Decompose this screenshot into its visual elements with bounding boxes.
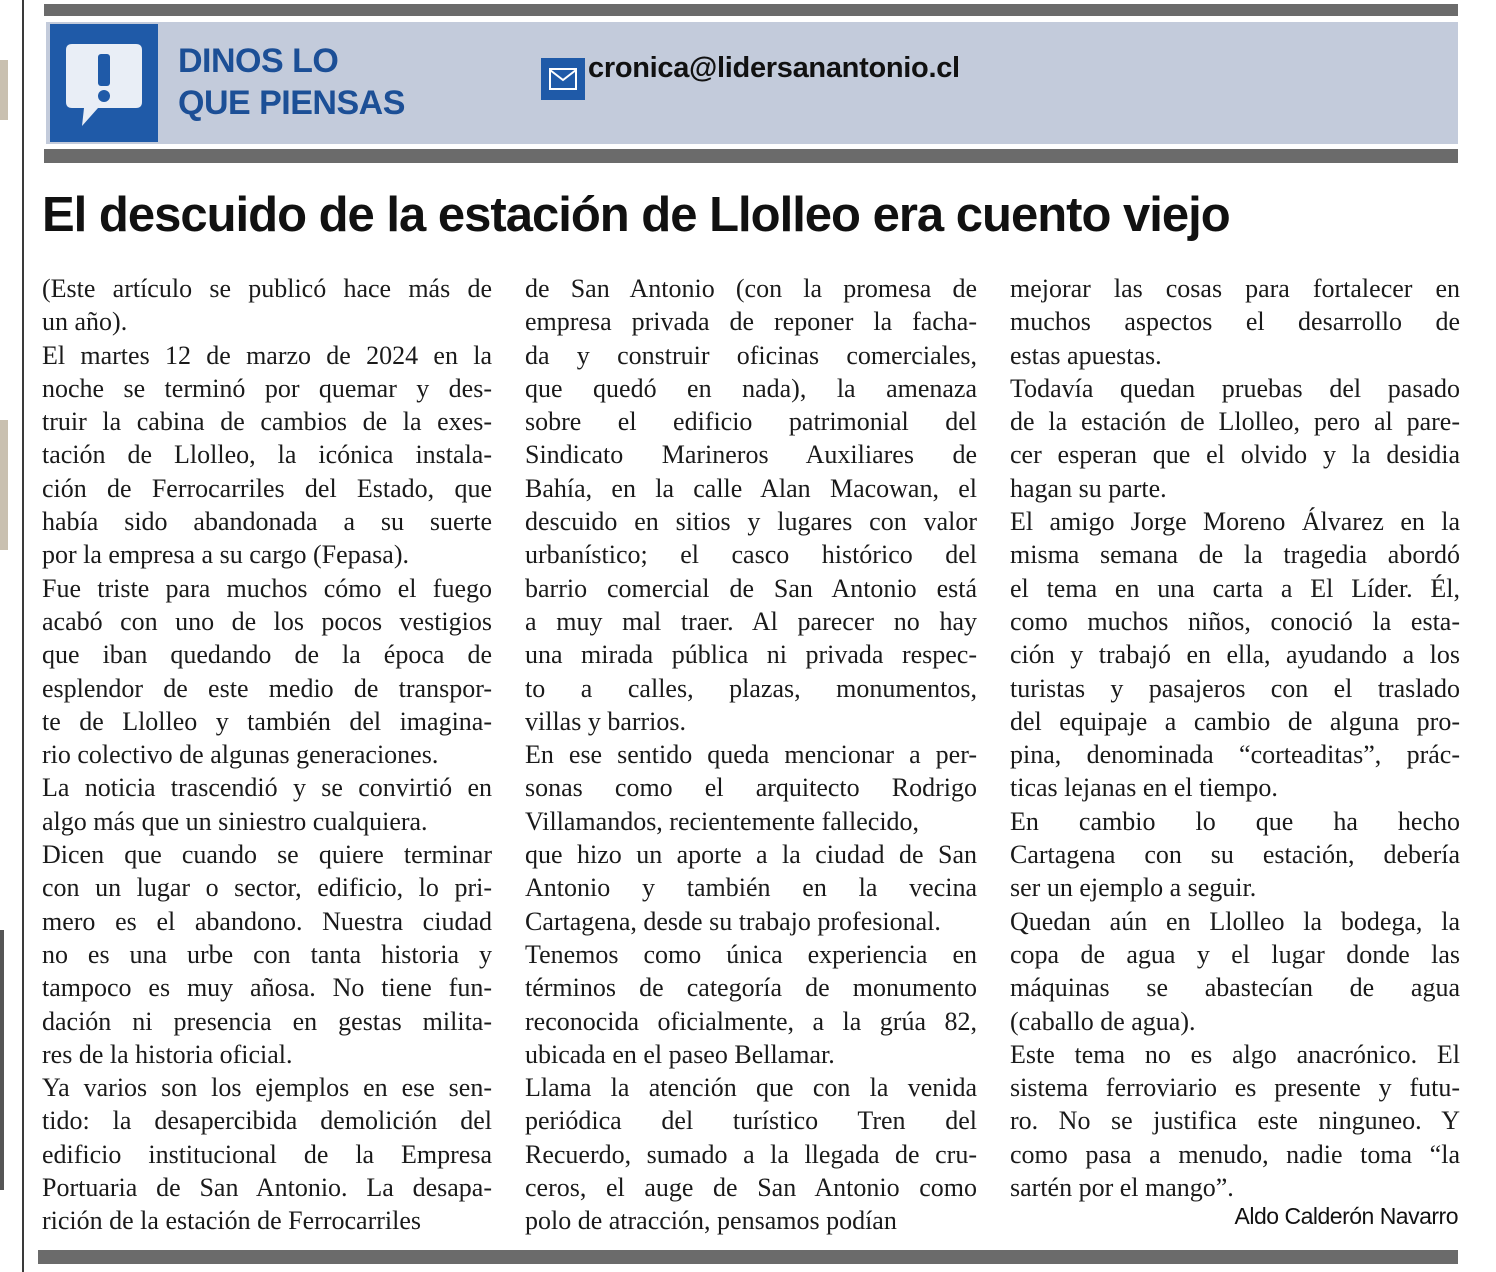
article-text-line: rición de la estación de Ferrocarriles (42, 1206, 421, 1236)
section-title-line-1: DINOS LO (178, 42, 339, 80)
article-text-line: Este tema no es algo anacrónico. El (1010, 1039, 1460, 1069)
article-text-line: En cambio lo que ha hecho (1010, 806, 1460, 836)
adjacent-page-edge (0, 0, 24, 1272)
article-text-line: Dicen que cuando se quiere terminar (42, 840, 492, 870)
article-text-line: Cartagena con su estación, debería (1010, 840, 1460, 870)
article-text-line: Bahía, en la calle Alan Macowan, el (525, 473, 977, 503)
article-text-line: tación de Llolleo, la icónica instala- (42, 440, 492, 470)
article-text-line: Tenemos como única experiencia en (525, 939, 977, 969)
exclamation-speech-bubble-icon (64, 40, 144, 130)
article-text-line: Ya varios son los ejemplos en ese sen- (42, 1073, 492, 1103)
article-text-line: truir la cabina de cambios de la exes- (42, 407, 492, 437)
article-headline: El descuido de la estación de Llolleo era cuento viejo (42, 188, 1230, 242)
article-text-line: res de la historia oficial. (42, 1039, 293, 1069)
page-edge-mark (0, 420, 8, 550)
article-text-line: tido: la desapercibida demolición del (42, 1106, 492, 1136)
article-column-2 (525, 272, 977, 1242)
article-text-line: Recuerdo, sumado a la llegada de cru- (525, 1139, 977, 1169)
article-text-line: pina, denominada “corteaditas”, prác- (1010, 740, 1460, 770)
section-title (178, 40, 405, 124)
article-text-line: Llama la atención que con la venida (525, 1073, 977, 1103)
article-text-line: sobre el edificio patrimonial del (525, 407, 977, 437)
article-text-line: to a calles, plazas, monumentos, (525, 673, 977, 703)
article-text-line: mero es el abandono. Nuestra ciudad (42, 906, 492, 936)
article-text-line: hagan su parte. (1010, 473, 1167, 503)
article-text-line: Antonio y también en la vecina (525, 873, 977, 903)
article-text-line: había sido abandonada a su suerte (42, 507, 492, 537)
article-text-line: te de Llolleo y también del imagina- (42, 706, 492, 736)
article-text-line: reconocida oficialmente, a la grúa 82, (525, 1006, 977, 1036)
header-bottom-rule (44, 149, 1458, 163)
article-text-line: muchos aspectos el desarrollo de (1010, 307, 1460, 337)
article-text-line: (Este artículo se publicó hace más de (42, 274, 492, 303)
article-text-line: algo más que un siniestro cualquiera. (42, 806, 428, 836)
article-text-line: dación ni presencia en gestas milita- (42, 1006, 492, 1036)
article-text-line: empresa privada de reponer la facha- (525, 307, 977, 337)
article-text-line: que hizo un aporte a la ciudad de San (525, 840, 977, 870)
article-text-line: ro. No se justifica este ninguneo. Y (1010, 1106, 1460, 1136)
article-text-line: como pasa a menudo, nadie toma “la (1010, 1139, 1460, 1169)
article-text-line: Todavía quedan pruebas del pasado (1010, 373, 1460, 403)
article-text-line: cer esperan que el olvido y la desidia (1010, 440, 1460, 470)
article-text-line: ción y trabajó en ella, ayudando a los (1010, 640, 1460, 670)
article-text-line: como muchos niños, conoció la esta- (1010, 606, 1460, 636)
article-text-line: da y construir oficinas comerciales, (525, 340, 977, 370)
article-text-line: el tema en una carta a El Líder. Él, (1010, 573, 1460, 603)
article-text-line: tampoco es muy añosa. No tiene fun- (42, 973, 492, 1003)
article-text-line: a muy mal traer. Al parecer no hay (525, 606, 977, 636)
contact-email[interactable]: cronica@lidersanantonio.cl (588, 52, 960, 84)
article-text-line: que iban quedando de la época de (42, 640, 492, 670)
article-text-line: esplendor de este medio de transpor- (42, 673, 492, 703)
article-text-line: sistema ferroviario es presente y futu- (1010, 1073, 1460, 1103)
article-text-line: La noticia trascendió y se convirtió en (42, 773, 492, 803)
article-text-line: noche se terminó por quemar y des- (42, 373, 492, 403)
article-text-line: no es una urbe con tanta historia y (42, 939, 492, 969)
section-logo (50, 24, 158, 142)
article-text-line: polo de atracción, pensamos podían (525, 1206, 897, 1236)
article-text-line: En ese sentido queda mencionar a per- (525, 740, 977, 770)
article-text-line: villas y barrios. (525, 706, 687, 736)
article-text-line: ser un ejemplo a seguir. (1010, 873, 1257, 903)
article-column-3 (1010, 272, 1460, 1242)
article-text-line: de la estación de Llolleo, pero al pare- (1010, 407, 1460, 437)
page-edge-mark (0, 60, 8, 120)
article-text-line: por la empresa a su cargo (Fepasa). (42, 540, 409, 570)
article-text-line: ticas lejanas en el tiempo. (1010, 773, 1278, 803)
bottom-rule (38, 1250, 1458, 1264)
article-text-line: sonas como el arquitecto Rodrigo (525, 773, 977, 803)
article-text-line: Cartagena, desde su trabajo profesional. (525, 906, 941, 936)
article-text-line: barrio comercial de San Antonio está (525, 573, 977, 603)
article-text-line: Portuaria de San Antonio. La desapa- (42, 1173, 492, 1203)
article-text-line: Quedan aún en Llolleo la bodega, la (1010, 906, 1460, 936)
article-text-line: descuido en sitios y lugares con valor (525, 507, 977, 537)
page-edge-mark (0, 930, 4, 1190)
article-text-line: ceros, el auge de San Antonio como (525, 1173, 977, 1203)
article-text-line: acabó con uno de los pocos vestigios (42, 606, 492, 636)
article-text-line: El amigo Jorge Moreno Álvarez en la (1010, 507, 1460, 537)
article-text-line: del equipaje a cambio de alguna pro- (1010, 706, 1460, 736)
article-text-line: Fue triste para muchos cómo el fuego (42, 573, 492, 603)
article-text-line: copa de agua y el lugar donde las (1010, 939, 1460, 969)
article-column-1 (42, 272, 492, 1242)
article-text-line: sartén por el mango”. (1010, 1173, 1234, 1203)
article-text-line: edificio institucional de la Empresa (42, 1139, 492, 1169)
article-text-line: mejorar las cosas para fortalecer en (1010, 274, 1460, 303)
article-text-line: (caballo de agua). (1010, 1006, 1196, 1036)
article-text-line: una mirada pública ni privada respec- (525, 640, 977, 670)
author-signature: Aldo Calderón Navarro (1234, 1203, 1458, 1229)
article-text-line: Sindicato Marineros Auxiliares de (525, 440, 977, 470)
top-rule (44, 4, 1458, 16)
article-text-line: términos de categoría de monumento (525, 973, 977, 1003)
article-text-line: un año). (42, 307, 128, 337)
article-text-line: ubicada en el paseo Bellamar. (525, 1039, 835, 1069)
article-text-line: rio colectivo de algunas generaciones. (42, 740, 439, 770)
article-text-line: Villamandos, recientemente fallecido, (525, 806, 920, 836)
article-text-line: misma semana de la tragedia abordó (1010, 540, 1460, 570)
article-text-line: periódica del turístico Tren del (525, 1106, 977, 1136)
article-text-line: estas apuestas. (1010, 340, 1162, 370)
section-title-line-2: QUE PIENSAS (178, 84, 405, 122)
article-text-line: turistas y pasajeros con el traslado (1010, 673, 1460, 703)
article-text-line: El martes 12 de marzo de 2024 en la (42, 340, 492, 370)
article-text-line: máquinas se abastecían de agua (1010, 973, 1460, 1003)
article-text-line: ción de Ferrocarriles del Estado, que (42, 473, 492, 503)
envelope-icon (541, 58, 585, 100)
article-text-line: urbanístico; el casco histórico del (525, 540, 977, 570)
article-text-line: con un lugar o sector, edificio, lo pri- (42, 873, 492, 903)
article-text-line: que quedó en nada), la amenaza (525, 373, 977, 403)
article-text-line: de San Antonio (con la promesa de (525, 274, 977, 303)
